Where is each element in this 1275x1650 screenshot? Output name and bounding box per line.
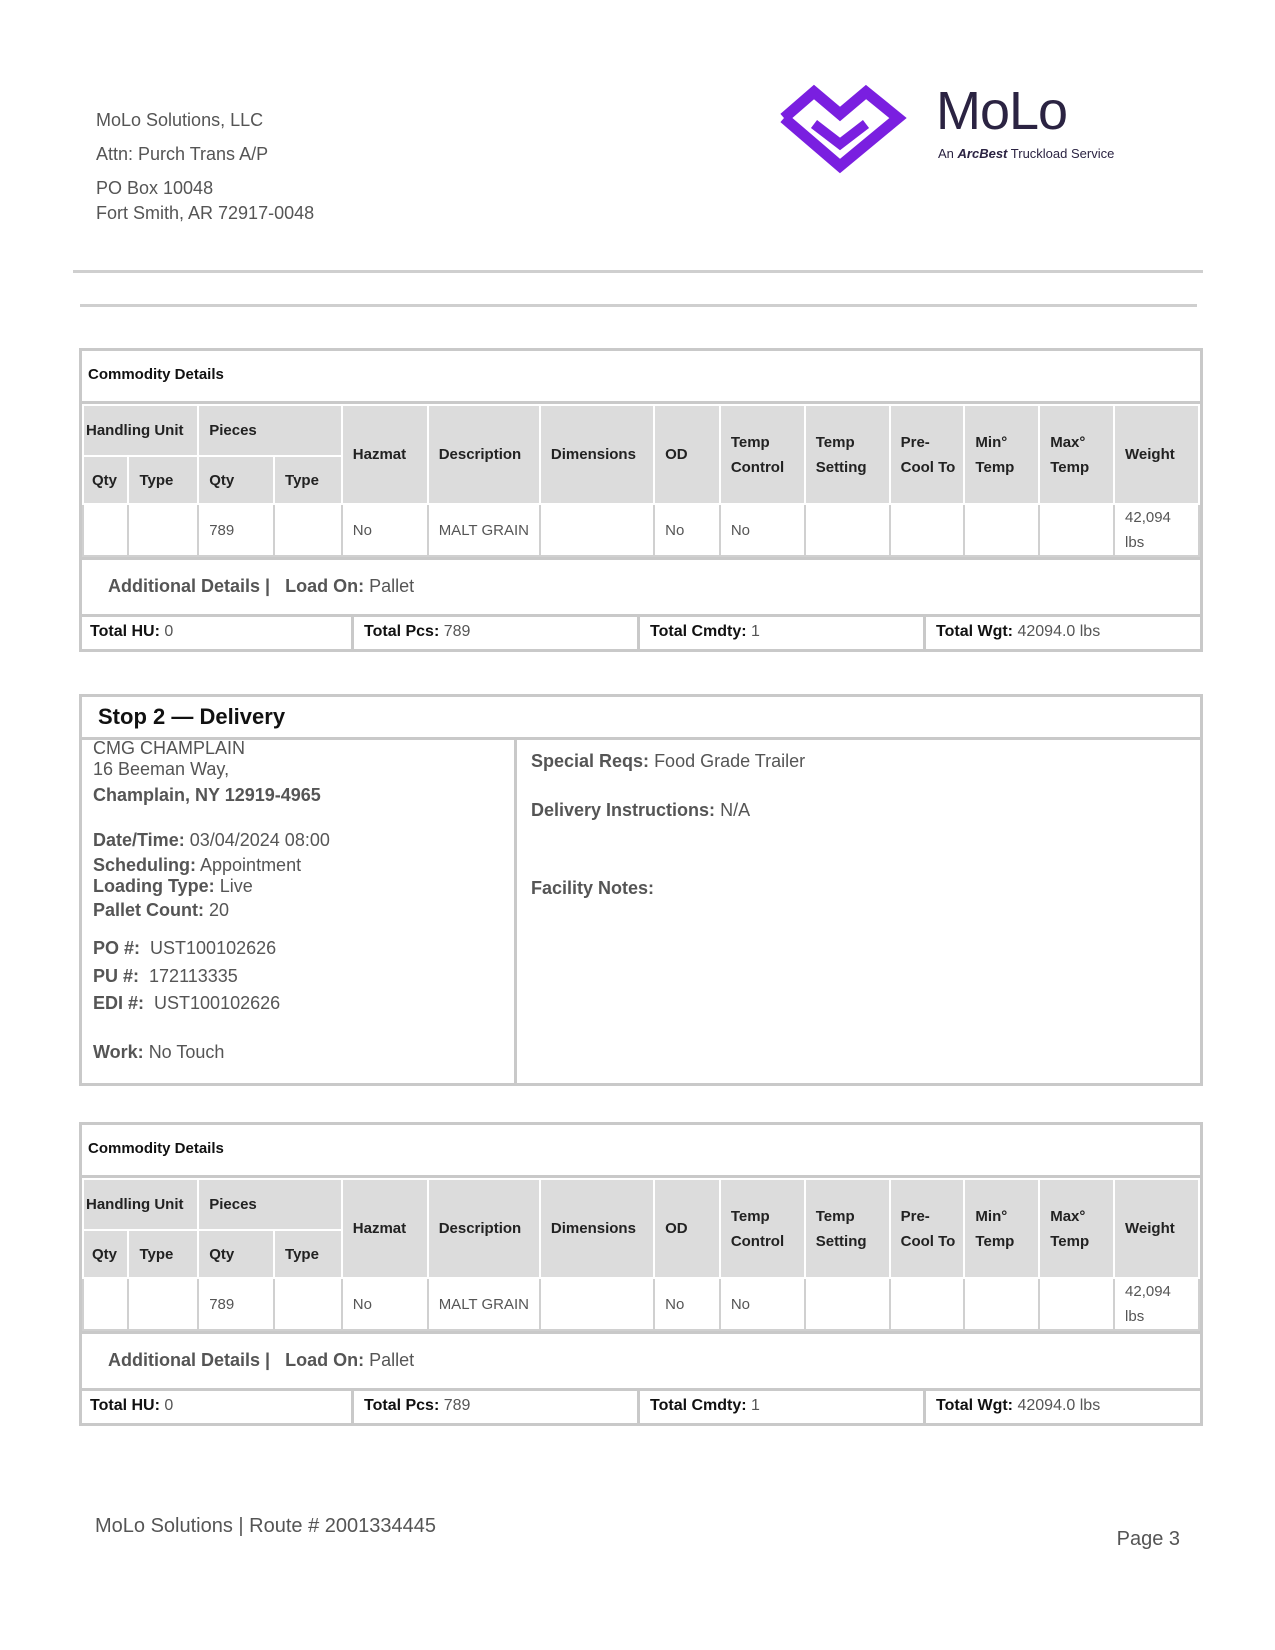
cell-max-temp [1039,1278,1114,1330]
load-on-value: Pallet [369,576,415,596]
th-pieces: Pieces [198,1179,342,1230]
facility-notes-label: Facility Notes: [531,878,655,898]
cell-od: No [654,504,720,556]
footer-route: MoLo Solutions | Route # 2001334445 [95,1515,437,1537]
th-min-temp: Min° Temp [964,1179,1039,1278]
cell-hazmat: No [342,1278,428,1330]
stop-po [93,938,276,959]
stop-pallet-count [93,900,229,921]
total-pcs-value: 789 [443,623,471,640]
th-temp-control: Temp Control [720,1179,805,1278]
th-hazmat: Hazmat [342,405,428,504]
th-description: Description [428,1179,540,1278]
address-line-city: Fort Smith, AR 72917-0048 [96,203,315,223]
th-temp-setting: Temp Setting [805,405,890,504]
cell-hu-qty [83,504,128,556]
commodity-table [82,1178,1200,1331]
loading-type-label: Loading Type: [93,876,215,896]
th-pcs-qty: Qty [198,456,274,504]
section-divider [80,304,1197,307]
stop-title: Stop 2 — Delivery [82,697,1200,740]
table-row [83,504,1199,556]
total-wgt [926,617,1200,649]
special-reqs [531,751,805,772]
stop-street: 16 Beeman Way, [93,759,230,779]
total-wgt-label: Total Wgt: [936,1397,1014,1414]
th-pcs-type: Type [274,456,342,504]
cell-pcs-type [274,504,342,556]
special-reqs-label: Special Reqs: [531,751,650,771]
loading-type-value: Live [219,876,253,896]
cell-temp-control: No [720,1278,805,1330]
additional-details-label: Additional Details | [108,576,271,596]
pallet-count-value: 20 [209,900,230,920]
total-cmdty-value: 1 [751,623,760,640]
cell-description: MALT GRAIN [428,504,540,556]
total-wgt [926,1391,1200,1423]
edi-value: UST100102626 [154,993,281,1013]
totals-row [82,617,1200,649]
total-cmdty [640,1391,926,1423]
totals-row [82,1391,1200,1423]
stop-city-state-zip: Champlain, NY 12919-4965 [93,785,321,805]
pu-value: 172113335 [149,966,238,986]
stop-loading-type [93,876,253,897]
cell-weight: 42,094 lbs [1114,504,1199,556]
th-od: OD [654,405,720,504]
th-od: OD [654,1179,720,1278]
page-number: Page 3 [1116,1528,1180,1550]
address-line-pobox: PO Box 10048 [96,178,214,198]
total-cmdty-label: Total Cmdty: [650,1397,747,1414]
cell-pcs-qty: 789 [198,1278,274,1330]
total-hu-value: 0 [164,1397,174,1414]
logo-tag-brand: ArcBest [957,146,1008,161]
th-max-temp: Max° Temp [1039,405,1114,504]
th-temp-setting: Temp Setting [805,1179,890,1278]
total-pcs [354,1391,640,1423]
molo-logo [778,81,1148,176]
stop-pu [93,966,238,987]
logo-tag-suffix: Truckload Service [1010,146,1115,161]
cell-max-temp [1039,504,1114,556]
logo-wordmark: MoLo [936,81,1068,141]
billing-address [96,103,314,227]
cell-dimensions [540,1278,654,1330]
header-divider [73,270,1203,273]
commodity-details-2 [79,1122,1203,1426]
pu-label: PU #: [93,966,140,986]
address-line-attn: Attn: Purch Trans A/P [96,144,269,164]
total-pcs-label: Total Pcs: [364,1397,440,1414]
datetime-label: Date/Time: [93,830,185,850]
work-label: Work: [93,1042,144,1062]
commodity-details-1 [79,348,1203,652]
commodity-table [82,404,1200,557]
cell-dimensions [540,504,654,556]
th-pieces: Pieces [198,405,342,456]
th-weight: Weight [1114,1179,1199,1278]
work-value: No Touch [148,1042,225,1062]
total-cmdty-label: Total Cmdty: [650,623,747,640]
cell-hazmat: No [342,504,428,556]
th-min-temp: Min° Temp [964,405,1039,504]
cell-pcs-type [274,1278,342,1330]
stop-name: CMG CHAMPLAIN [93,738,246,758]
th-hu-qty: Qty [83,1230,128,1278]
cell-pre-cool [890,1278,965,1330]
th-handling-unit: Handling Unit [83,1179,198,1230]
scheduling-value: Appointment [200,855,302,875]
additional-details-label: Additional Details | [108,1350,271,1370]
th-hu-qty: Qty [83,456,128,504]
stop-work [93,1042,224,1063]
edi-label: EDI #: [93,993,145,1013]
total-hu [82,617,354,649]
logo-tagline [938,146,1114,161]
address-line-company: MoLo Solutions, LLC [96,110,264,130]
total-hu-label: Total HU: [90,1397,160,1414]
total-wgt-label: Total Wgt: [936,623,1014,640]
po-label: PO #: [93,938,141,958]
cell-weight: 42,094 lbs [1114,1278,1199,1330]
total-cmdty [640,617,926,649]
total-hu-label: Total HU: [90,623,160,640]
datetime-value: 03/04/2024 08:00 [189,830,330,850]
th-hazmat: Hazmat [342,1179,428,1278]
cell-temp-setting [805,1278,890,1330]
stop-requirements [517,740,1200,1083]
load-on-value: Pallet [369,1350,415,1370]
special-reqs-value: Food Grade Trailer [654,751,806,771]
logo-tag-prefix: An [938,146,954,161]
load-on-label: Load On: [285,1350,365,1370]
delivery-instructions-value: N/A [720,800,751,820]
total-wgt-value: 42094.0 lbs [1017,1397,1101,1414]
additional-details [82,557,1200,617]
scheduling-label: Scheduling: [93,855,196,875]
th-weight: Weight [1114,405,1199,504]
additional-details [82,1331,1200,1391]
total-cmdty-value: 1 [751,1397,760,1414]
commodity-title: Commodity Details [82,351,1200,404]
total-pcs [354,617,640,649]
stop-scheduling [93,855,301,876]
th-pcs-type: Type [274,1230,342,1278]
cell-pcs-qty: 789 [198,504,274,556]
th-hu-type: Type [128,456,198,504]
facility-notes [531,878,654,899]
cell-min-temp [964,1278,1039,1330]
cell-description: MALT GRAIN [428,1278,540,1330]
load-on-label: Load On: [285,576,365,596]
po-value: UST100102626 [150,938,277,958]
pallet-count-label: Pallet Count: [93,900,204,920]
total-pcs-label: Total Pcs: [364,623,440,640]
th-dimensions: Dimensions [540,405,654,504]
stop-datetime [93,830,330,851]
total-hu [82,1391,354,1423]
th-pre-cool: Pre-Cool To [890,405,965,504]
cell-hu-type [128,504,198,556]
cell-od: No [654,1278,720,1330]
th-description: Description [428,405,540,504]
cell-hu-qty [83,1278,128,1330]
total-pcs-value: 789 [443,1397,471,1414]
th-pcs-qty: Qty [198,1230,274,1278]
cell-temp-control: No [720,504,805,556]
th-dimensions: Dimensions [540,1179,654,1278]
stop-edi [93,993,280,1014]
cell-hu-type [128,1278,198,1330]
total-hu-value: 0 [164,623,174,640]
delivery-instructions-label: Delivery Instructions: [531,800,716,820]
delivery-instructions [531,800,750,821]
th-handling-unit: Handling Unit [83,405,198,456]
table-row [83,1278,1199,1330]
cell-pre-cool [890,504,965,556]
cell-min-temp [964,504,1039,556]
stop-delivery [79,694,1203,1086]
molo-logo-mark-icon [778,84,908,176]
stop-details [82,740,517,1083]
th-hu-type: Type [128,1230,198,1278]
cell-temp-setting [805,504,890,556]
th-temp-control: Temp Control [720,405,805,504]
commodity-title: Commodity Details [82,1125,1200,1178]
th-pre-cool: Pre-Cool To [890,1179,965,1278]
total-wgt-value: 42094.0 lbs [1017,623,1101,640]
th-max-temp: Max° Temp [1039,1179,1114,1278]
